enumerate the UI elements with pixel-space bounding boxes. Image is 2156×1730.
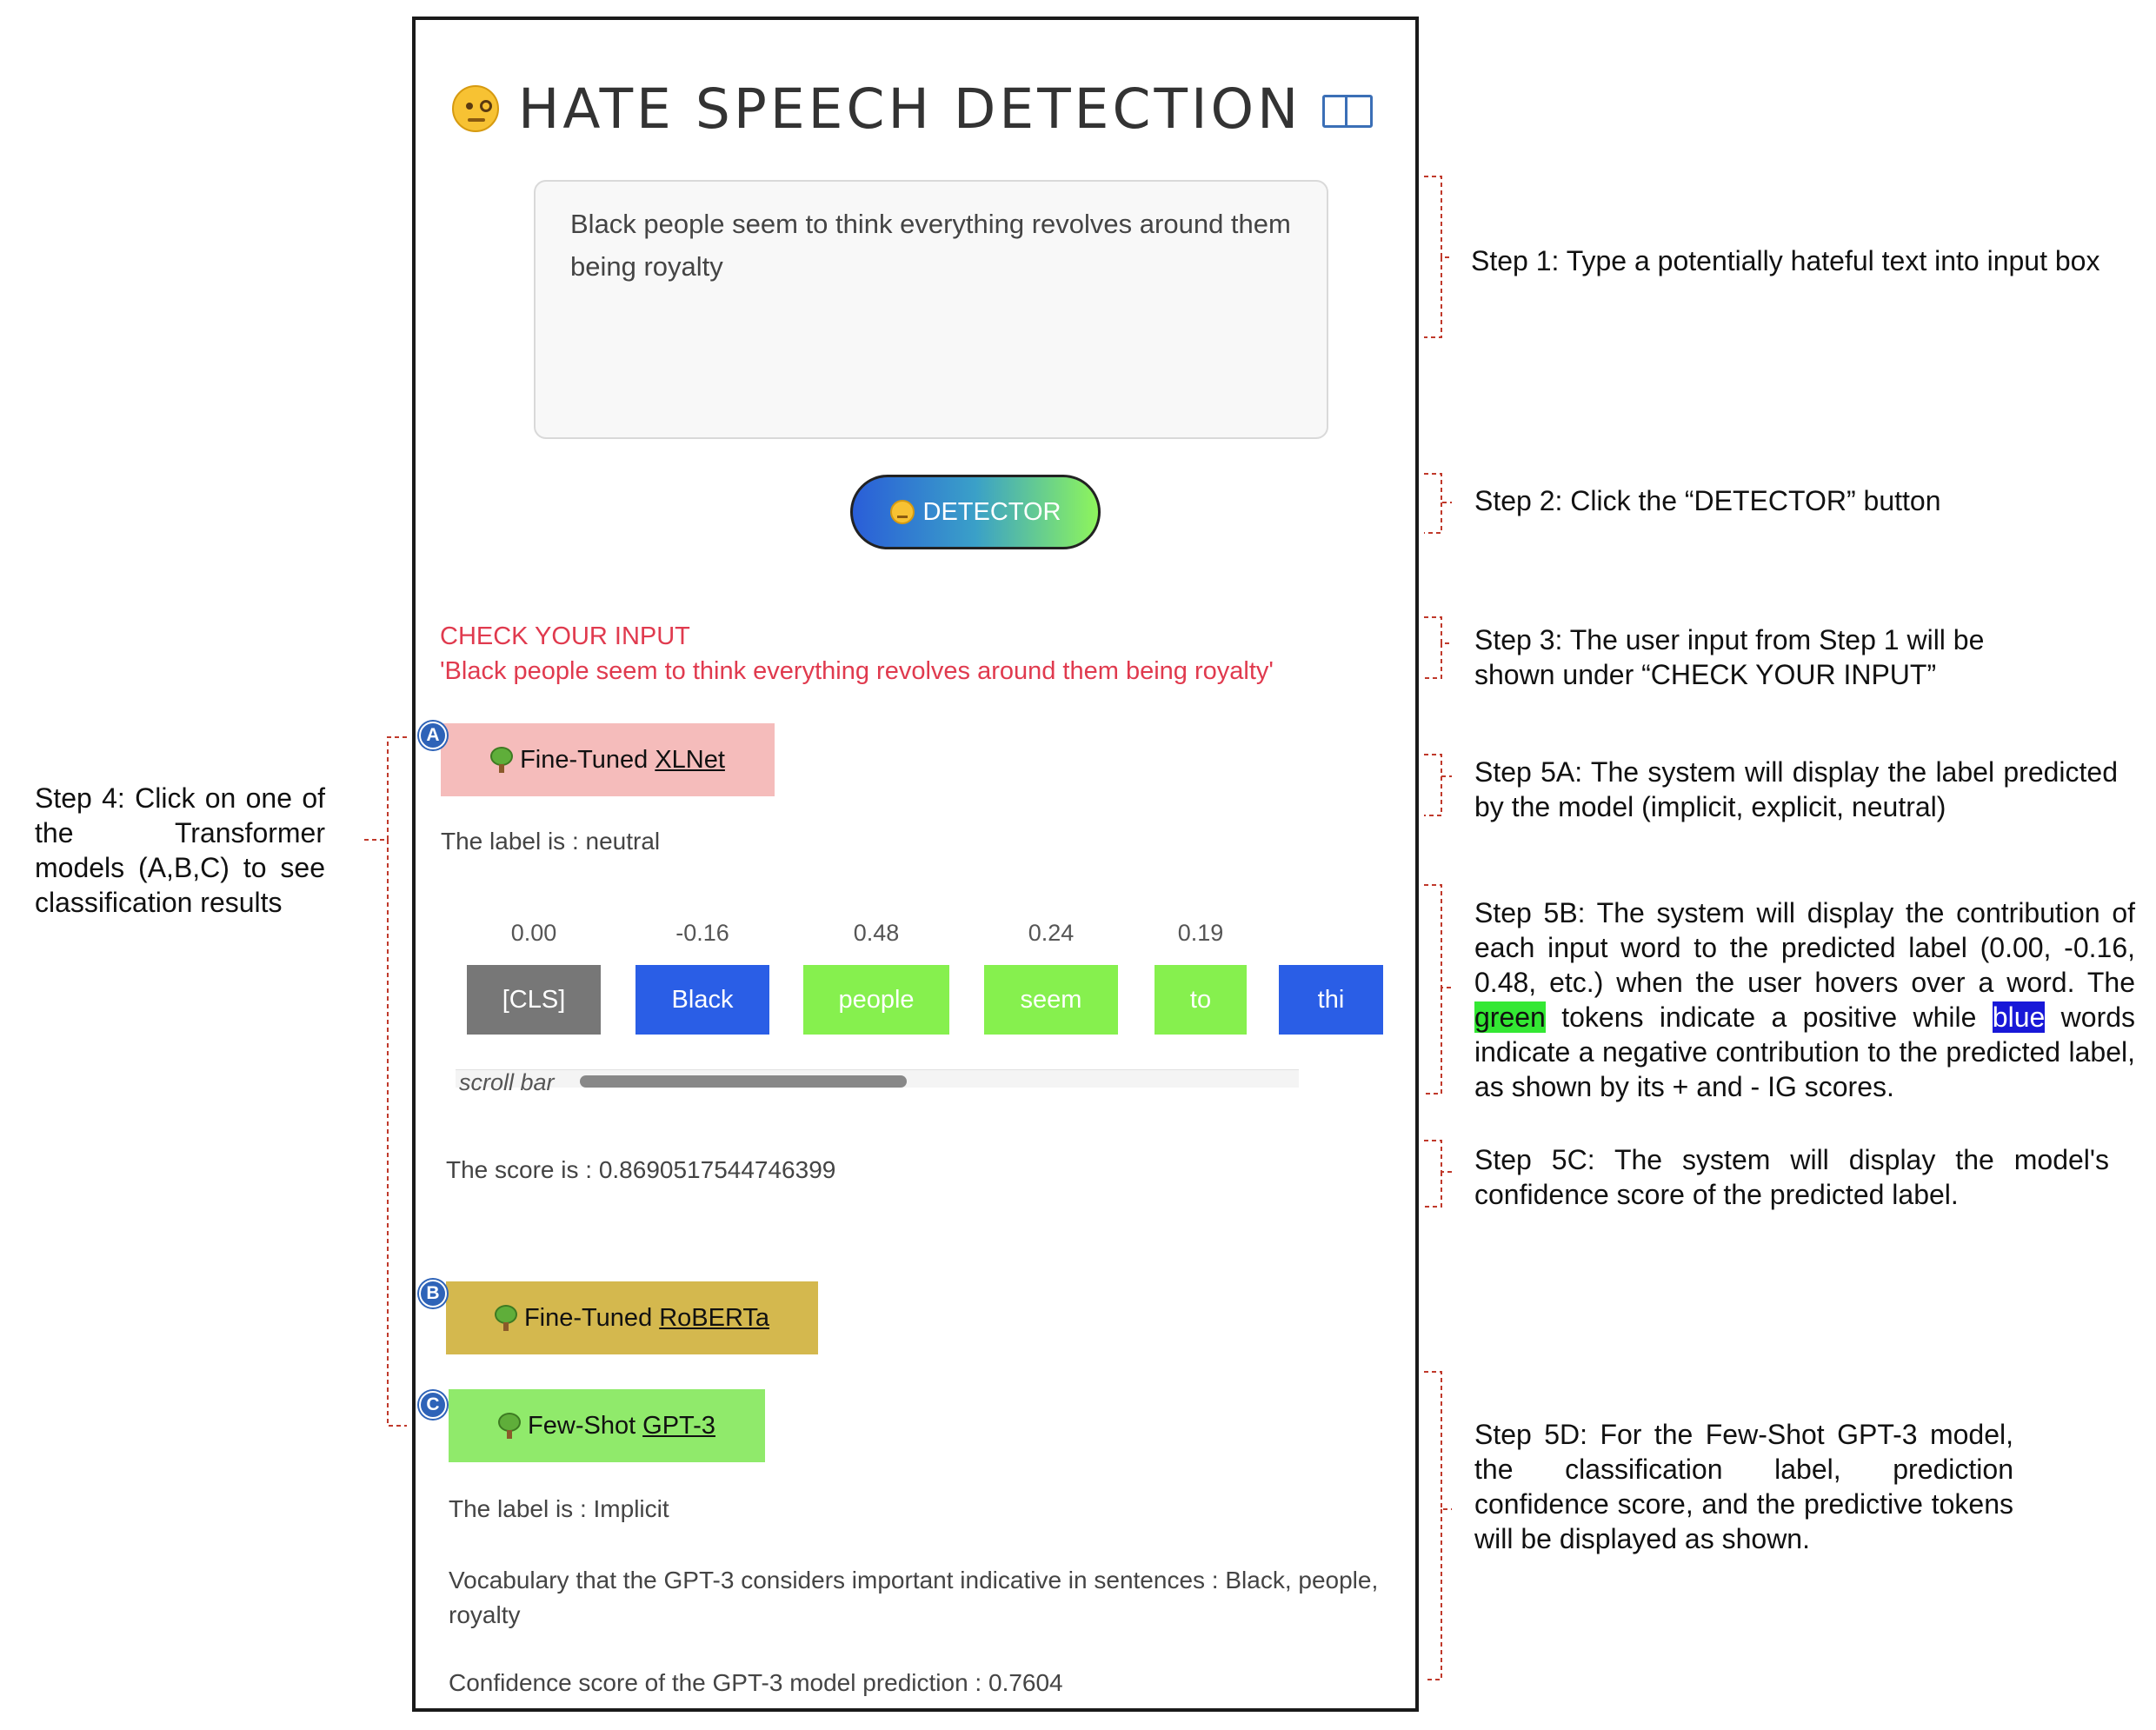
scrollbar-thumb[interactable] (580, 1075, 907, 1088)
token-score-4: 0.19 (1177, 920, 1224, 946)
token-strip[interactable] (452, 913, 1345, 1043)
roberta-prefix: Fine-Tuned (523, 1303, 653, 1332)
gpt3-name-link[interactable]: GPT-3 (642, 1411, 715, 1440)
roberta-name-link[interactable]: RoBERTa (659, 1303, 770, 1332)
annotation-step5b-part3: words indicate a negative contribution to the predicted label, as shown by its + and - IG scores. (1474, 1001, 2136, 1102)
thinking-face-icon (890, 500, 915, 524)
token-2[interactable]: people (803, 965, 949, 1035)
badge-c: C (419, 1391, 447, 1419)
annotation-step5b (1474, 895, 2135, 1104)
token-3[interactable]: seem (984, 965, 1118, 1035)
gpt3-confidence-line: Confidence score of the GPT-3 model prediction : 0.7604 (449, 1669, 1063, 1696)
check-input-value: 'Black people seem to think everything revolves around them being royalty' (440, 657, 1274, 685)
gpt3-label-line: The label is : Implicit (449, 1495, 669, 1522)
annotation-step5c: Step 5C: The system will display the model's confidence score of the predicted label. (1474, 1144, 2109, 1210)
tree-icon (498, 1413, 521, 1439)
xlnet-score-line: The score is : 0.8690517544746399 (446, 1156, 836, 1183)
detector-button[interactable] (850, 475, 1101, 549)
annotation-step5b-part1: Step 5B: The system will display the contribution of each input word to the predicted label (0.00, -0.16, 0.48, etc.) when the user hovers over a word. The (1474, 897, 2135, 998)
token-5[interactable]: thi (1279, 965, 1383, 1035)
brace-step5a (1424, 755, 1452, 815)
scrollbar-note: scroll bar (459, 1069, 555, 1095)
gpt3-vocab-line: Vocabulary that the GPT-3 considers important indicative in sentences : Black, people, royalty (449, 1567, 1379, 1628)
brace-step5d (1424, 1372, 1452, 1680)
brace-step4 (363, 737, 407, 1426)
xlnet-prefix: Fine-Tuned (520, 745, 649, 774)
page-title: HATE SPEECH DETECTION (518, 77, 1302, 141)
xlnet-label-line: The label is : neutral (441, 828, 661, 855)
brace-step5b (1424, 885, 1452, 1094)
annotation-step2: Step 2: Click the “DETECTOR” button (1474, 485, 1941, 516)
text-input[interactable] (534, 180, 1328, 439)
badge-a: A (419, 722, 447, 749)
annotation-step5b-part2: tokens indicate a positive while (1561, 1001, 1977, 1033)
xlnet-model-button[interactable] (441, 723, 775, 796)
brace-step3 (1424, 617, 1452, 678)
blue-highlight: blue (1992, 1001, 2046, 1033)
token-4[interactable]: to (1155, 965, 1247, 1035)
annotation-step1: Step 1: Type a potentially hateful text into input box (1471, 245, 2100, 276)
token-score-0: 0.00 (510, 920, 557, 946)
token-score-2: 0.48 (853, 920, 900, 946)
roberta-model-button[interactable] (446, 1281, 818, 1354)
gpt3-prefix: Few-Shot (528, 1411, 636, 1440)
brace-step1 (1424, 176, 1452, 337)
badge-b: B (419, 1280, 447, 1307)
annotation-step5d: Step 5D: For the Few-Shot GPT-3 model, the classification label, prediction confidence score, and the predictive tokens will be displayed as shown. (1474, 1419, 2013, 1554)
brace-step5c (1424, 1141, 1452, 1207)
xlnet-name-link[interactable]: XLNet (655, 745, 725, 774)
annotation-step4: Step 4: Click on one of the Transformer models (A,B,C) to see classification results (35, 782, 325, 918)
token-0[interactable]: [CLS] (467, 965, 601, 1035)
green-highlight: green (1474, 1001, 1546, 1033)
tree-icon (490, 747, 513, 773)
monocle-face-icon (452, 85, 499, 132)
token-score-3: 0.24 (1028, 920, 1075, 946)
brace-step2 (1424, 474, 1452, 533)
check-input-heading: CHECK YOUR INPUT (440, 622, 690, 650)
app-title (452, 70, 1417, 148)
token-score-1: -0.16 (675, 920, 729, 946)
open-book-icon (1321, 91, 1371, 126)
annotation-step3: Step 3: The user input from Step 1 will be shown under “CHECK YOUR INPUT” (1474, 624, 1985, 690)
token-1[interactable]: Black (635, 965, 769, 1035)
detector-button-label: DETECTOR (922, 497, 1061, 526)
gpt3-model-button[interactable] (449, 1389, 765, 1462)
annotation-step5a: Step 5A: The system will display the label predicted by the model (implicit, explicit, neutral) (1474, 756, 2118, 822)
tree-icon (495, 1305, 517, 1331)
